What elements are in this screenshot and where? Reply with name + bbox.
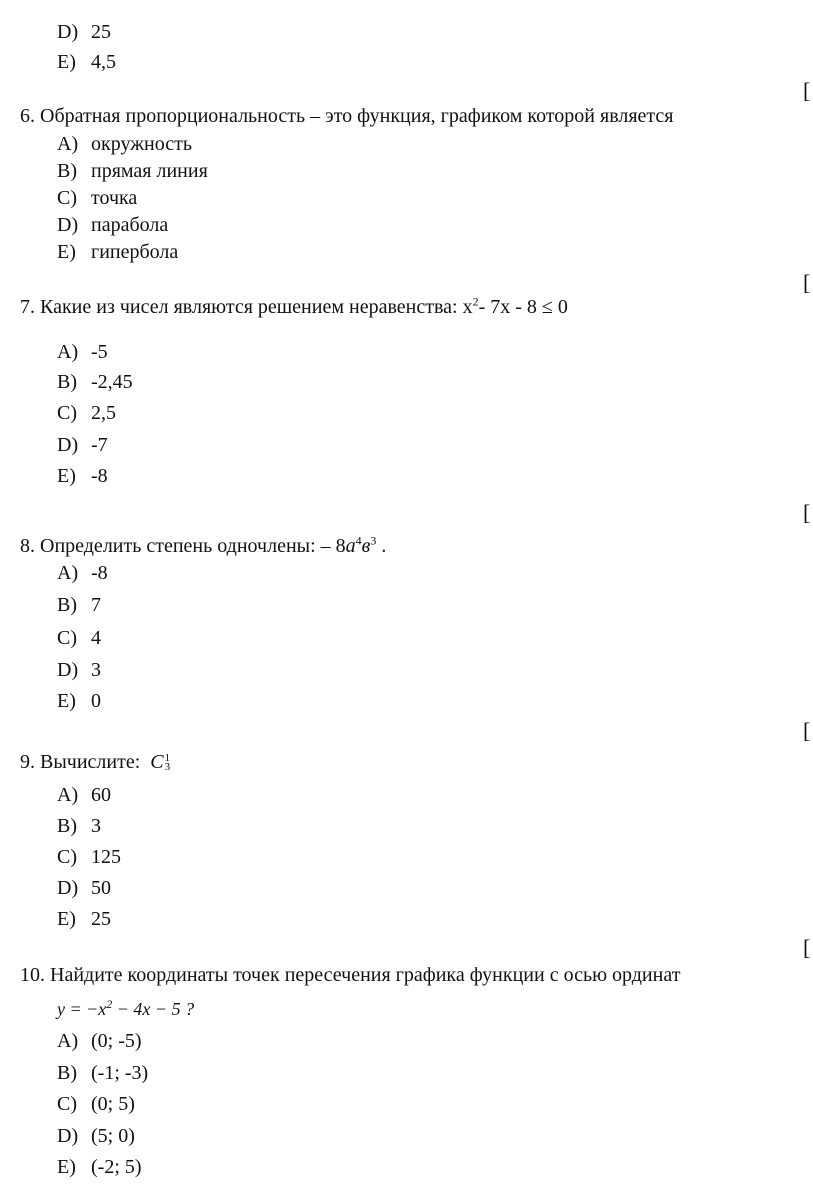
q8-option-c: C) 4 — [57, 627, 101, 649]
q7-expression: $x^2-$ 7x - 8 ≤ 0 — [462, 294, 568, 318]
q8-option-b: B) 7 — [57, 594, 101, 616]
option-e-prev: E) 4,5 — [57, 51, 116, 73]
q7-option-b: B) -2,45 — [57, 371, 133, 393]
question-6-text: 6. Обратная пропорциональность – это функция, графиком которой является — [20, 105, 674, 127]
bracket-mark: [ — [803, 935, 811, 960]
bracket-mark: [ — [803, 78, 811, 103]
question-10-text: 10. Найдите координаты точек пересечения графика функции с осью ординат — [20, 964, 681, 986]
q10-option-e: E) (-2; 5) — [57, 1156, 142, 1178]
q6-option-a: A) окружность — [57, 133, 192, 155]
q7-option-d: D) -7 — [57, 434, 108, 456]
q8-option-e: E) 0 — [57, 690, 101, 712]
q7-option-c: C) 2,5 — [57, 402, 116, 424]
q9-option-c: C) 125 — [57, 846, 121, 868]
bracket-mark: [ — [803, 718, 811, 743]
q10-formula: $y = -x^2 - 4x - 5$ ? — [57, 997, 195, 1019]
question-8-text: 8. Определить степень одночлены: – $8a^4в^3$ . — [20, 533, 387, 557]
q9-option-a: A) 60 — [57, 784, 111, 806]
q10-option-b: B) (-1; -3) — [57, 1062, 149, 1084]
q6-option-d: D) парабола — [57, 214, 169, 236]
q6-option-c: C) точка — [57, 187, 138, 209]
bracket-mark: [ — [803, 500, 811, 525]
q7-option-e: E) -8 — [57, 465, 108, 487]
q6-option-b: B) прямая линия — [57, 160, 208, 182]
q8-expression: – $8a^4в^3$ . — [320, 533, 387, 557]
option-d-prev: D) 25 — [57, 21, 111, 43]
question-7-text: 7. Какие из чисел являются решением неравенства: $x^2-$ 7x - 8 ≤ 0 — [20, 294, 568, 318]
q9-option-d: D) 50 — [57, 877, 111, 899]
q9-option-b: B) 3 — [57, 815, 101, 837]
q10-option-c: C) (0; 5) — [57, 1093, 135, 1115]
question-9-text: 9. Вычислите: C 1 3 — [20, 751, 171, 774]
q8-option-d: D) 3 — [57, 659, 101, 681]
q7-option-a: A) -5 — [57, 341, 108, 363]
q9-option-e: E) 25 — [57, 908, 111, 930]
q9-expression: C 1 3 — [150, 751, 171, 774]
q10-option-a: A) (0; -5) — [57, 1030, 142, 1052]
q8-option-a: A) -8 — [57, 562, 108, 584]
q10-option-d: D) (5; 0) — [57, 1125, 135, 1147]
q6-option-e: E) гипербола — [57, 241, 179, 263]
bracket-mark: [ — [803, 270, 811, 295]
